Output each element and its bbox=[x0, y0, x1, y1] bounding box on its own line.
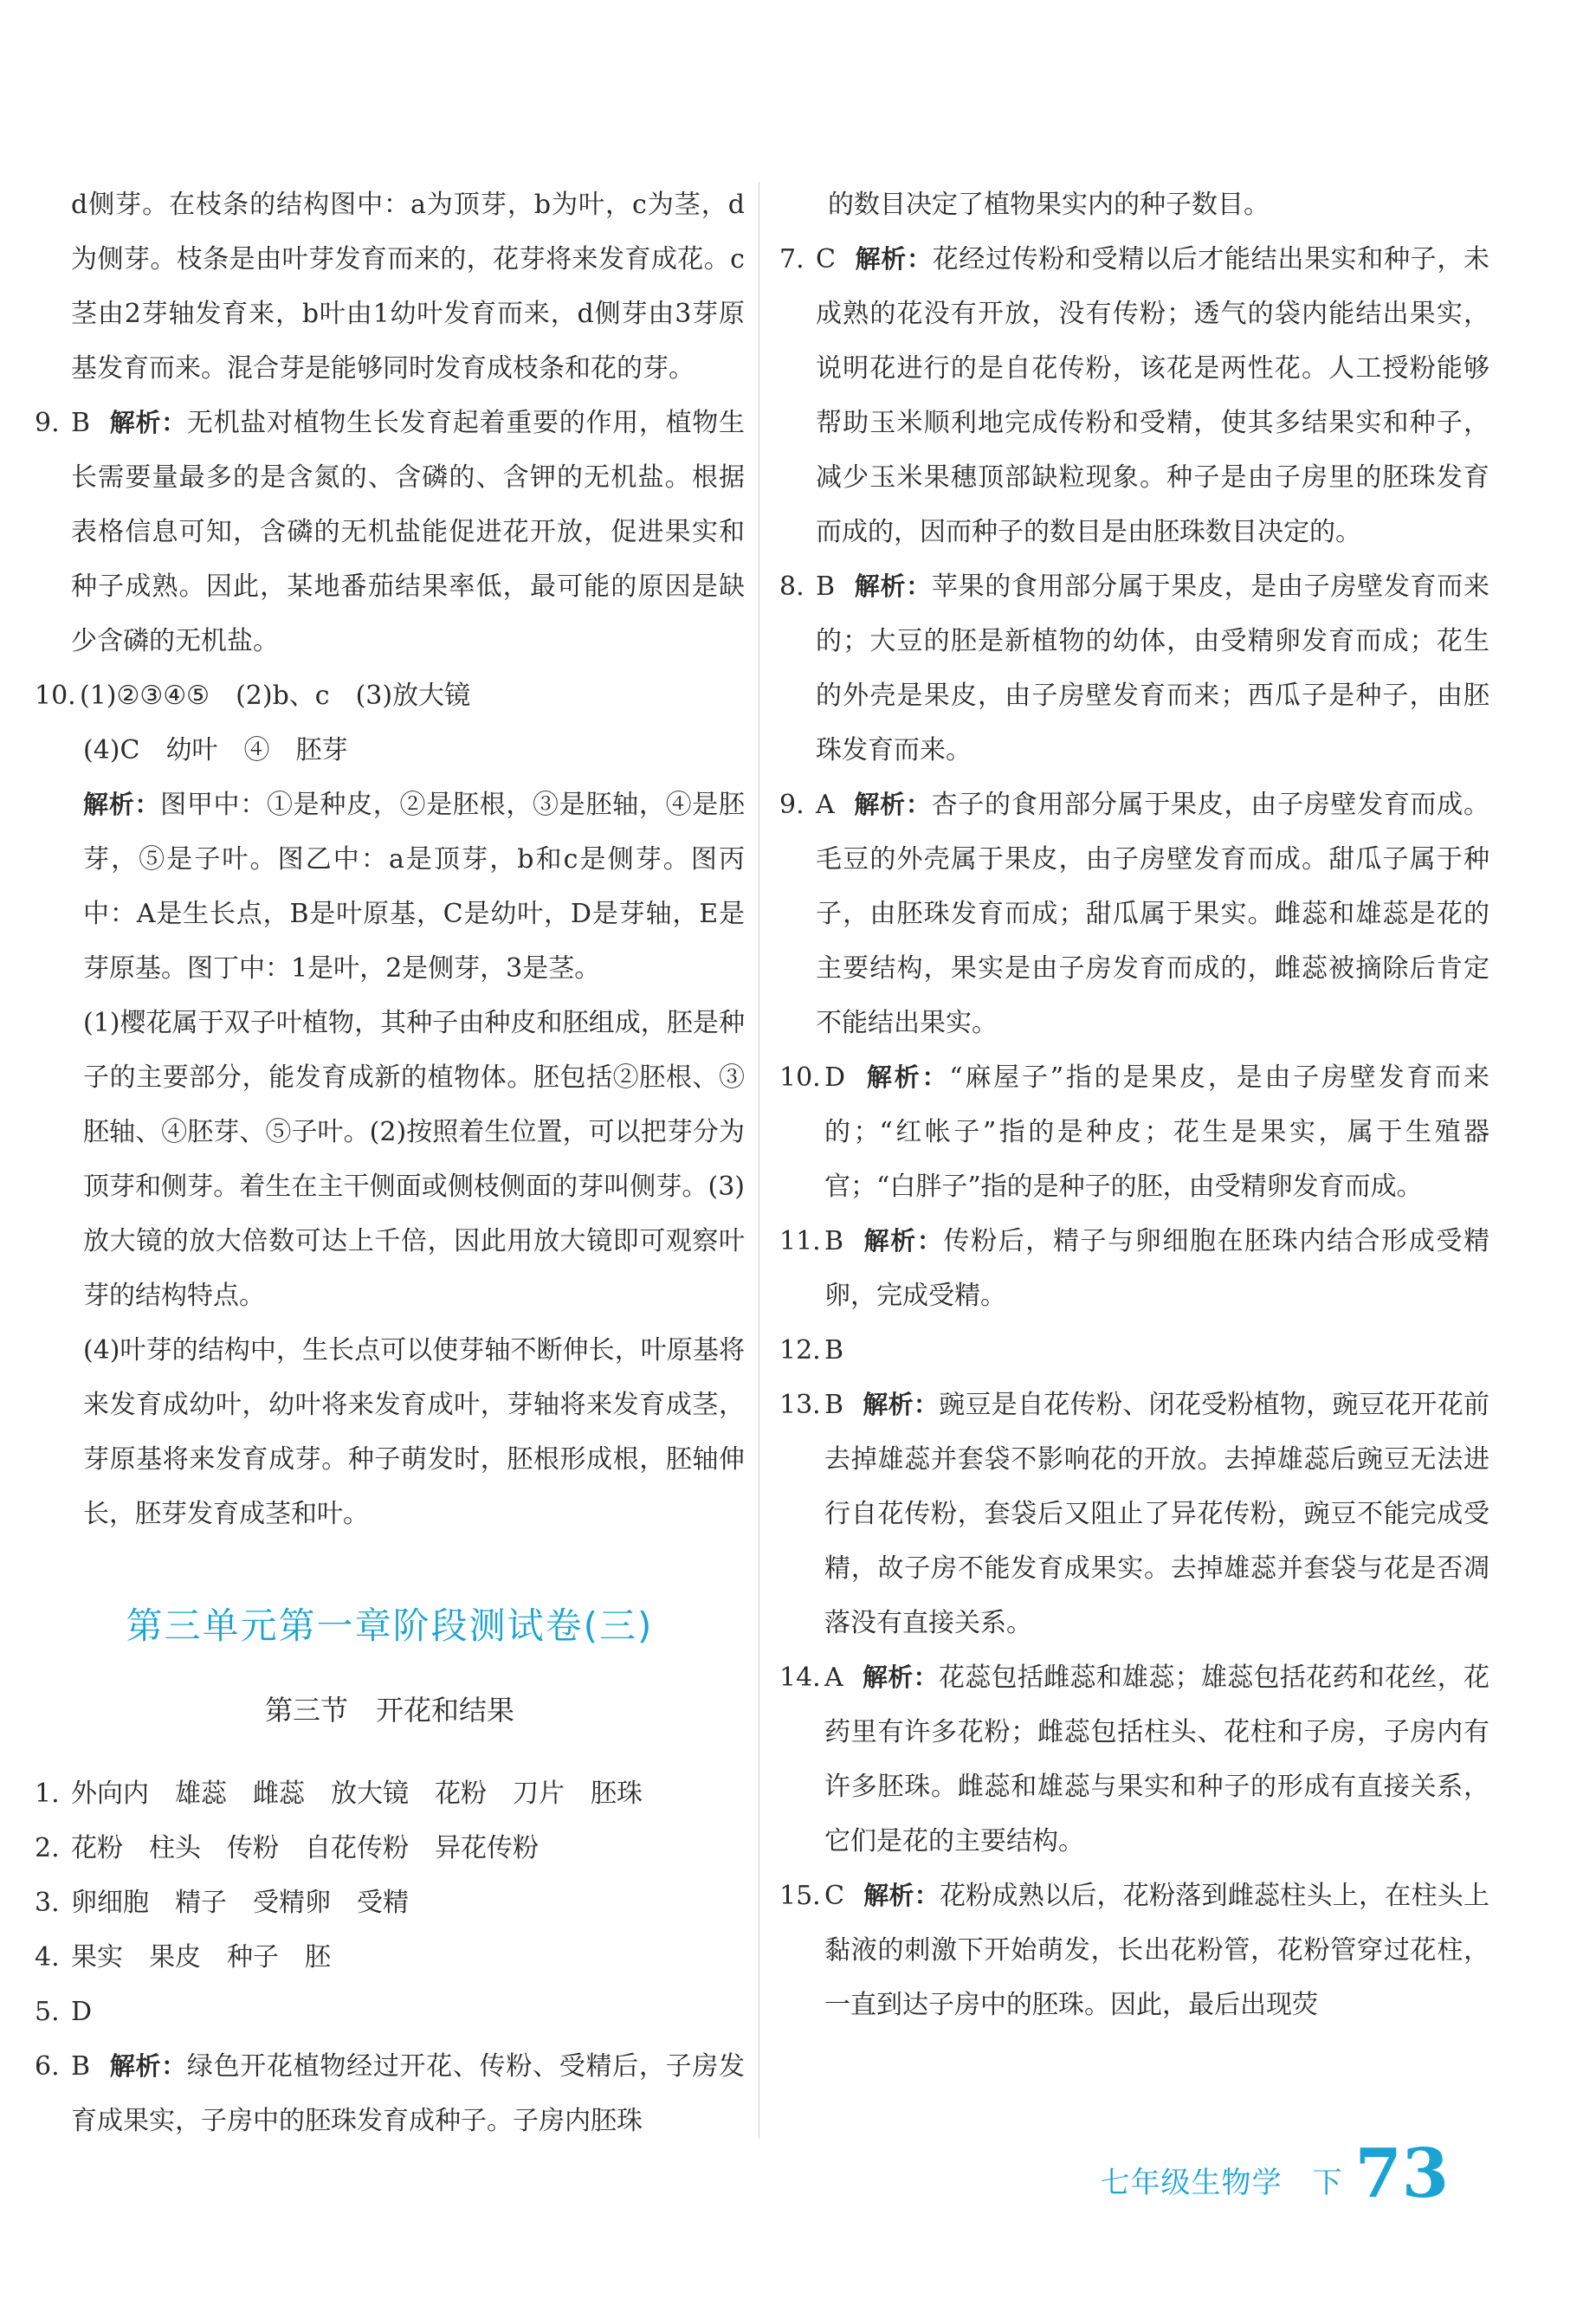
answer-10-detail bbox=[35, 723, 745, 1541]
item-number: 2. bbox=[35, 1833, 60, 1863]
fill-item-2 bbox=[35, 1821, 745, 1876]
section-title: 第三单元第一章阶段测试卷(三) bbox=[126, 1604, 654, 1647]
item-answer: B bbox=[71, 408, 91, 438]
analysis-label: 解析： bbox=[83, 790, 161, 819]
item-number: 13. bbox=[779, 1390, 821, 1420]
analysis-label: 解析： bbox=[864, 1062, 950, 1092]
item-answer: B bbox=[824, 1226, 844, 1256]
answer-line-2: (4)C 幼叶 ④ 胚芽 bbox=[83, 735, 348, 765]
page-footer bbox=[1100, 2134, 1449, 2213]
item-number: 6. bbox=[35, 2051, 60, 2082]
analysis-text: 传粉后，精子与卵细胞在胚珠内结合形成受精卵，完成受精。 bbox=[824, 1226, 1489, 1311]
analysis-label: 解析： bbox=[853, 790, 932, 819]
item-text: 花粉 柱头 传粉 自花传粉 异花传粉 bbox=[71, 1833, 539, 1863]
item-answer: B bbox=[824, 1335, 844, 1366]
analysis-text: 苹果的食用部分属于果皮，是由子房壁发育而来的；大豆的胚是新植物的幼体，由受精卵发育而成；花生的外壳是果皮，由子房壁发育而来；西瓜子是种子，由胚珠发育而来。 bbox=[816, 571, 1489, 765]
fill-item-4 bbox=[35, 1930, 745, 1985]
fill-item-1 bbox=[35, 1766, 745, 1821]
item-number: 14. bbox=[779, 1663, 821, 1693]
analysis-text-3: (4)叶芽的结构中，生长点可以使芽轴不断伸长，叶原基将来发育成幼叶，幼叶将来发育成叶，芽轴将来发育成茎，芽原基将来发育成芽。种子萌发时，胚根形成根，胚轴伸长，胚芽发育成茎和叶。 bbox=[83, 1335, 745, 1529]
analysis-label: 解析： bbox=[863, 1226, 944, 1256]
answer-item-12 bbox=[779, 1323, 1489, 1378]
answer-item-8 bbox=[779, 559, 1489, 778]
analysis-text: 杏子的食用部分属于果皮，由子房壁发育而成。毛豆的外壳属于果皮，由子房壁发育而成。甜瓜子属于种子，由胚珠发育而成；甜瓜属于果实。雌蕊和雄蕊是花的主要结构，果实是由子房发育而成的，雌蕊被摘除后肯定不能结出果实。 bbox=[816, 790, 1489, 1038]
left-column bbox=[35, 178, 745, 1541]
item-number: 3. bbox=[35, 1888, 60, 1918]
item-number: 8. bbox=[779, 571, 804, 602]
page-number: 73 bbox=[1354, 2134, 1449, 2213]
item-answer: B bbox=[816, 571, 836, 602]
analysis-label: 解析： bbox=[109, 2051, 187, 2081]
analysis-text: 花粉成熟以后，花粉落到雌蕊柱头上，在柱头上黏液的刺激下开始萌发，长出花粉管，花粉管穿过花柱，一直到达子房中的胚珠。因此，最后出现荧 bbox=[824, 1881, 1489, 2020]
answer-item-7 bbox=[779, 232, 1489, 559]
analysis-text-1: 图甲中：①是种皮，②是胚根，③是胚轴，④是胚芽，⑤是子叶。图乙中：a是顶芽，b和c是侧芽。图丙中：A是生长点，B是叶原基，C是幼叶，D是芽轴，E是芽原基。图丁中：1是叶，2是侧芽，3是茎。 bbox=[83, 790, 745, 984]
fill-item-3 bbox=[35, 1876, 745, 1930]
analysis-label: 解析： bbox=[109, 408, 187, 437]
analysis-label: 解析： bbox=[863, 1881, 940, 1910]
item-number: 1. bbox=[35, 1779, 60, 1809]
item-answer: A bbox=[824, 1663, 843, 1693]
item-number: 9. bbox=[779, 790, 804, 820]
item-number: 10. bbox=[779, 1062, 821, 1093]
answer-item-6 bbox=[35, 2039, 745, 2148]
answer-item-9 bbox=[779, 778, 1489, 1050]
section-subtitle: 第三节 开花和结果 bbox=[264, 1694, 514, 1727]
fill-answers bbox=[35, 1766, 745, 2148]
answer-item-14 bbox=[779, 1650, 1489, 1869]
continued-answer-text: d侧芽。在枝条的结构图中：a为顶芽，b为叶，c为茎，d为侧芽。枝条是由叶芽发育而来的，花芽将来发育成花。c茎由2芽轴发育来，b叶由1幼叶发育而来，d侧芽由3芽原基发育而来。混合芽是能够同时发育成枝条和花的芽。 bbox=[71, 190, 745, 384]
item-answer: C bbox=[824, 1881, 844, 1911]
fill-item-5 bbox=[35, 1985, 745, 2039]
analysis-text: 豌豆是自花传粉、闭花受粉植物，豌豆花开花前去掉雄蕊并套袋不影响花的开放。去掉雄蕊后豌豆无法进行自花传粉，套袋后又阻止了异花传粉，豌豆不能完成受精，故子房不能发育成果实。去掉雄蕊并套袋与花是否凋落没有直接关系。 bbox=[824, 1390, 1489, 1638]
item-number: 12. bbox=[779, 1335, 821, 1366]
analysis-label: 解析： bbox=[854, 571, 932, 601]
book-title: 七年级生物学 下 bbox=[1100, 2166, 1343, 2200]
item-number: 15. bbox=[779, 1881, 821, 1911]
analysis-text: 花蕊包括雌蕊和雄蕊；雄蕊包括花药和花丝，花药里有许多花粉；雌蕊包括柱头、花柱和子房，子房内有许多胚珠。雌蕊和雄蕊与果实和种子的形成有直接关系，它们是花的主要结构。 bbox=[824, 1663, 1489, 1856]
continued-answer-text: 的数目决定了植物果实内的种子数目。 bbox=[828, 190, 1270, 220]
item-number: 5. bbox=[35, 1997, 60, 2027]
analysis-text: 绿色开花植物经过开花、传粉、受精后，子房发育成果实，子房中的胚珠发育成种子。子房内胚珠 bbox=[71, 2051, 745, 2136]
answer-line-1: (1)②③④⑤ (2)b、c (3)放大镜 bbox=[80, 681, 471, 711]
analysis-text-2: (1)樱花属于双子叶植物，其种子由种皮和胚组成，胚是种子的主要部分，能发育成新的植物体。胚包括②胚根、③胚轴、④胚芽、⑤子叶。(2)按照着生位置，可以把芽分为顶芽和侧芽。着生在主干侧面或侧枝侧面的芽叫侧芽。(3)放大镜的放大倍数可达上千倍，因此用放大镜即可观察叶芽的结构特点。 bbox=[83, 1008, 745, 1311]
right-column bbox=[779, 178, 1489, 2032]
answer-item-11 bbox=[779, 1214, 1489, 1323]
analysis-label: 解析： bbox=[863, 1390, 940, 1419]
item-number: 11. bbox=[779, 1226, 821, 1256]
item-answer: A bbox=[816, 790, 835, 820]
item-text: 卵细胞 精子 受精卵 受精 bbox=[71, 1888, 409, 1918]
answer-item-10 bbox=[779, 1050, 1489, 1214]
answer-item-9 bbox=[35, 396, 745, 668]
item-number: 4. bbox=[35, 1942, 60, 1972]
answer-item-13 bbox=[779, 1378, 1489, 1650]
item-answer: B bbox=[824, 1390, 844, 1420]
item-answer: D bbox=[824, 1062, 846, 1093]
item-answer: C bbox=[816, 244, 836, 274]
item-text: D bbox=[71, 1997, 93, 2027]
analysis-label: 解析： bbox=[862, 1663, 939, 1692]
analysis-label: 解析： bbox=[854, 244, 933, 274]
item-text: 果实 果皮 种子 胚 bbox=[71, 1942, 331, 1972]
item-answer: B bbox=[71, 2051, 91, 2082]
item-number: 7. bbox=[779, 244, 804, 274]
analysis-text: “麻屋子”指的是果皮，是由子房壁发育而来的；“红帐子”指的是种皮；花生是果实，属于生殖器官；“白胖子”指的是种子的胚，由受精卵发育而成。 bbox=[824, 1062, 1489, 1202]
item-text: 外向内 雄蕊 雌蕊 放大镜 花粉 刀片 胚珠 bbox=[71, 1779, 643, 1809]
analysis-text: 无机盐对植物生长发育起着重要的作用，植物生长需要量最多的是含氮的、含磷的、含钾的无机盐。根据表格信息可知，含磷的无机盐能促进花开放，促进果实和种子成熟。因此，某地番茄结果率低，最可能的原因是缺少含磷的无机盐。 bbox=[71, 408, 745, 656]
answer-item-15 bbox=[779, 1869, 1489, 2032]
item-number: 9. bbox=[35, 408, 60, 438]
answer-item-10 bbox=[35, 668, 745, 723]
analysis-text: 花经过传粉和受精以后才能结出果实和种子，未成熟的花没有开放，没有传粉；透气的袋内能结出果实，说明花进行的是自花传粉，该花是两性花。人工授粉能够帮助玉米顺利地完成传粉和受精，使其多结果实和种子，减少玉米果穗顶部缺粒现象。种子是由子房里的胚珠发育而成的，因而种子的数目是由胚珠数目决定的。 bbox=[816, 244, 1489, 547]
item-number: 10. bbox=[35, 681, 76, 711]
